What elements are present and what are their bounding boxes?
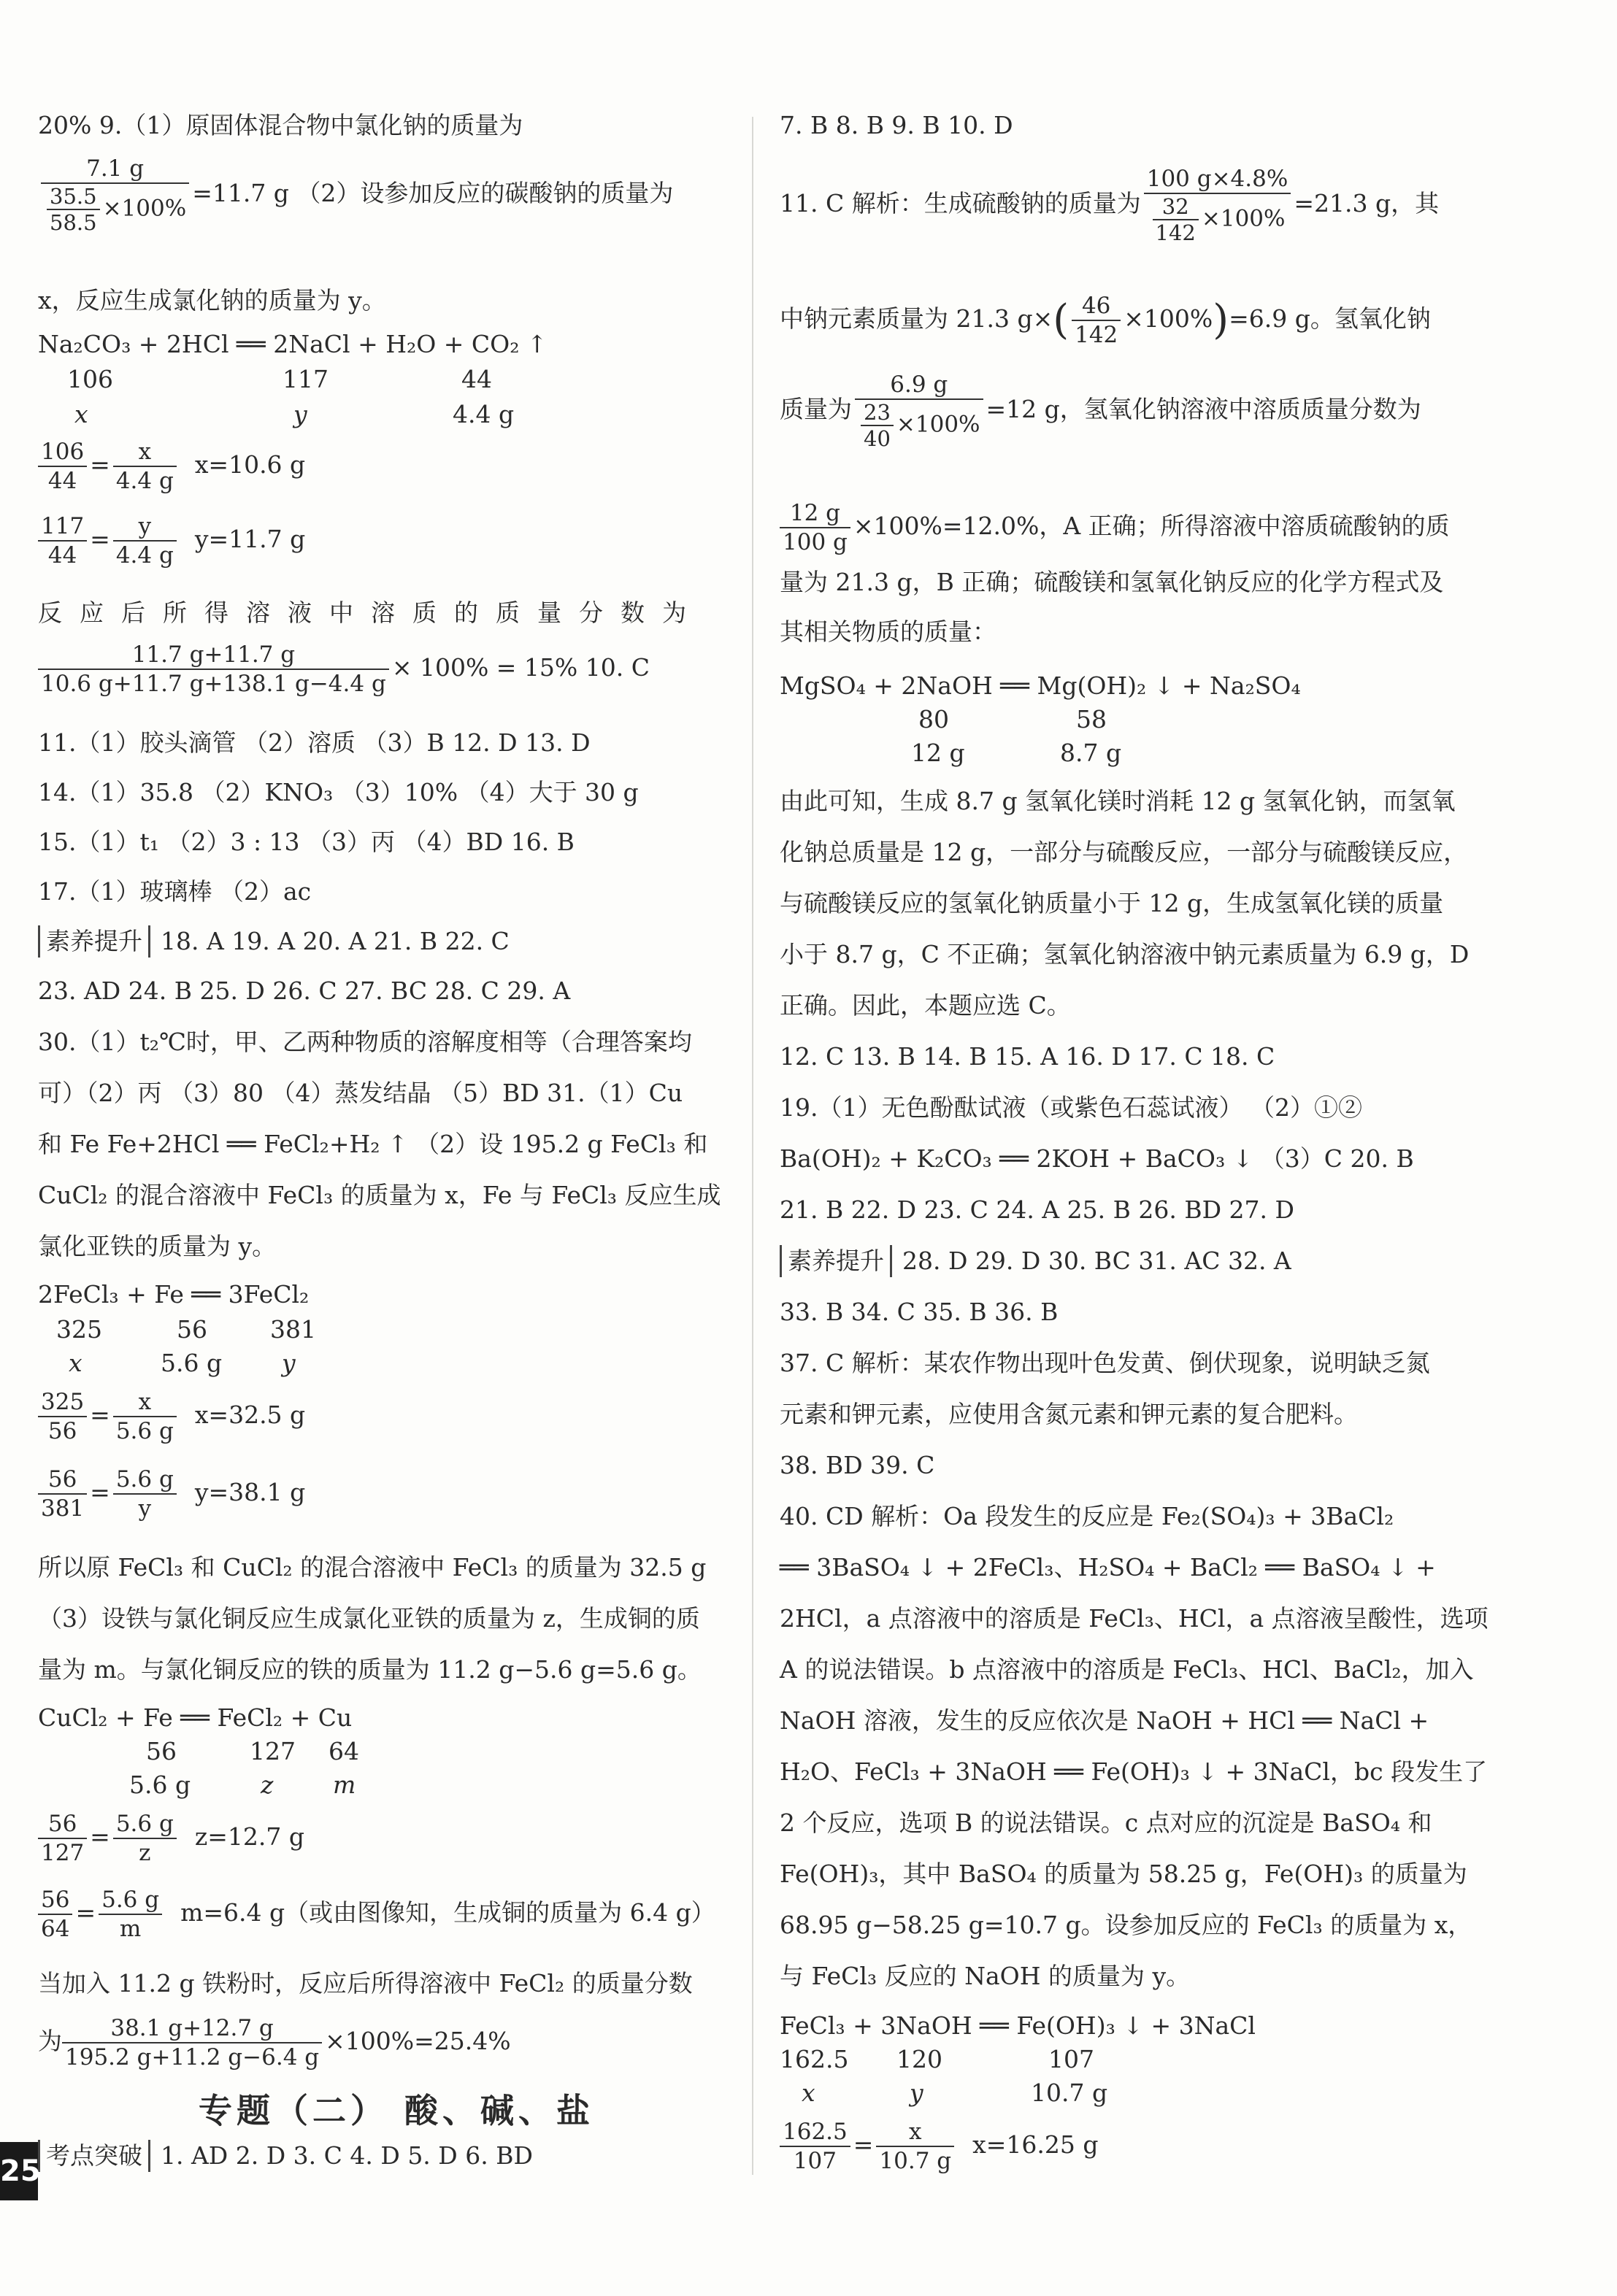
equation-mass-row: 8.7 g — [1060, 739, 1122, 767]
answer-line: 与硫酸镁反应的氢氧化钠质量小于 12 g，生成氢氧化镁的质量 — [780, 889, 1444, 917]
equation-mass-row: 10.7 g — [1031, 2079, 1108, 2107]
equation-mass-row: y — [282, 1349, 296, 1377]
answer-line: 质量为 6.9 g $\frac{23}{40}$ ×100% =12 g，氢氧化钠溶液中溶质质量分数为 — [780, 371, 1421, 451]
answer-line: 中钠元素质量为 21.3 g×( $\frac{46}{142}$ ×100%)=6.9 g。氢氧化钠 — [780, 293, 1431, 348]
column-divider — [752, 117, 753, 2175]
answer-line: 量为 m。与氯化铜反应的铁的质量为 11.2 g−5.6 g=5.6 g。 — [38, 1655, 702, 1684]
answer-line: 19.（1）无色酚酞试液（或紫色石蕊试液） （2）①② — [780, 1093, 1362, 1122]
answer-line: 12. C 13. B 14. B 15. A 16. D 17. C 18. C — [780, 1042, 1275, 1071]
fraction: 7.1 g $\frac{35.5}{58.5}$ ×100% — [41, 155, 189, 235]
answer-line: A 的说法错误。b 点溶液中的溶质是 FeCl₃、HCl、BaCl₂，加入 — [780, 1655, 1474, 1684]
equation-mass-row: 56 — [146, 1737, 177, 1765]
proportion: $\frac{56}{64}$ = $\frac{5.6 g}{m}$ m=6.4 g（或由图像知，生成铜的质量为 6.4 g） — [38, 1886, 715, 1943]
equation-mass-row: 12 g — [911, 739, 965, 767]
answer-line: 33. B 34. C 35. B 36. B — [780, 1298, 1059, 1326]
answer-line: H₂O、FeCl₃ + 3NaOH ══ Fe(OH)₃ ↓ + 3NaCl，bc 段发生了 — [780, 1757, 1488, 1786]
answer-line: Fe(OH)₃，其中 BaSO₄ 的质量为 58.25 g，Fe(OH)₃ 的质量为 — [780, 1860, 1467, 1888]
answer-line: 正确。因此，本题应选 C。 — [780, 991, 1071, 1020]
equation-mass-row: 162.5 — [780, 2045, 849, 2073]
answer-line: 反应后所得溶液中溶质的质量分数为 — [38, 598, 704, 627]
answer-line: 考点突破 1. AD 2. D 3. C 4. D 5. D 6. BD — [38, 2140, 533, 2172]
proportion: $\frac{56}{381}$ = $\frac{5.6 g}{y}$ y=38.1 g — [38, 1465, 305, 1522]
equation-mass-row: 4.4 g — [453, 400, 515, 428]
answer-line: 其相关物质的质量： — [780, 617, 996, 646]
equation-mass-row: 381 — [270, 1315, 316, 1344]
answer-line: 2 个反应，选项 B 的说法错误。c 点对应的沉淀是 BaSO₄ 和 — [780, 1808, 1432, 1837]
answer-line: CuCl₂ 的混合溶液中 FeCl₃ 的质量为 x，Fe 与 FeCl₃ 反应生成 — [38, 1181, 721, 1209]
chemical-equation: CuCl₂ + Fe ══ FeCl₂ + Cu — [38, 1703, 353, 1732]
answer-line: 化钠总质量是 12 g，一部分与硫酸反应，一部分与硫酸镁反应， — [780, 838, 1468, 866]
equation-mass-row: 44 — [461, 365, 492, 393]
section-tag: 素养提升 — [780, 1245, 892, 1277]
chemical-equation: MgSO₄ + 2NaOH ══ Mg(OH)₂ ↓ + Na₂SO₄ — [780, 671, 1301, 700]
equation-mass-row: 106 — [67, 365, 113, 393]
answer-line: $\frac{11.7 g+11.7 g}{10.6 g+11.7 g+138.1 g-4.4 g}$ × 100% = 15% 10. C — [38, 641, 650, 698]
proportion: $\frac{325}{56}$ = $\frac{x}{5.6 g}$ x=32.5 g — [38, 1388, 305, 1445]
equation-mass-row: 5.6 g — [161, 1349, 223, 1377]
answer-line: （3）设铁与氯化铜反应生成氯化亚铁的质量为 z，生成铜的质 — [38, 1604, 700, 1633]
answer-line: Ba(OH)₂ + K₂CO₃ ══ 2KOH + BaCO₃ ↓ （3）C 20. B — [780, 1144, 1414, 1173]
equation-mass-row: 80 — [918, 705, 949, 733]
section-tag: 素养提升 — [38, 925, 150, 958]
equation-mass-row: 325 — [56, 1315, 102, 1344]
equation-mass-row: x — [802, 2079, 815, 2107]
answer-line: 37. C 解析：某农作物出现叶色发黄、倒伏现象，说明缺乏氮 — [780, 1349, 1430, 1377]
answer-line: 为 $\frac{38.1 g+12.7 g}{195.2 g+11.2 g-6.4 g}$ ×100%=25.4% — [38, 2015, 511, 2070]
answer-line: 40. CD 解析：Oa 段发生的反应是 Fe₂(SO₄)₃ + 3BaCl₂ — [780, 1502, 1394, 1530]
chemical-equation: Na₂CO₃ + 2HCl ══ 2NaCl + H₂O + CO₂ ↑ — [38, 330, 548, 358]
answer-line: 68.95 g−58.25 g=10.7 g。设参加反应的 FeCl₃ 的质量为 x， — [780, 1911, 1472, 1939]
answer-line: NaOH 溶液，发生的反应依次是 NaOH + HCl ══ NaCl + — [780, 1706, 1429, 1735]
equation-mass-row: 64 — [329, 1737, 359, 1765]
answer-line: 可）（2）丙 （3）80 （4）蒸发结晶 （5）BD 31.（1）Cu — [38, 1079, 683, 1107]
proportion: $\frac{106}{44}$ = $\frac{x}{4.4 g}$ x=10.6 g — [38, 438, 305, 495]
answer-line: 7. B 8. B 9. B 10. D — [780, 111, 1013, 139]
section-tag: 考点突破 — [38, 2140, 150, 2172]
answer-line: x，反应生成氯化钠的质量为 y。 — [38, 286, 386, 315]
equation-mass-row: y — [293, 400, 307, 428]
proportion: $\frac{117}{44}$ = $\frac{y}{4.4 g}$ y=11.7 g — [38, 512, 305, 569]
answer-line: 由此可知，生成 8.7 g 氢氧化镁时消耗 12 g 氢氧化钠，而氢氧 — [780, 787, 1456, 815]
chemical-equation: FeCl₃ + 3NaOH ══ Fe(OH)₃ ↓ + 3NaCl — [780, 2011, 1256, 2040]
proportion: $\frac{56}{127}$ = $\frac{5.6 g}{z}$ z=12.7 g — [38, 1810, 304, 1867]
chemical-equation: 2FeCl₃ + Fe ══ 3FeCl₂ — [38, 1280, 310, 1309]
answer-line: 元素和钾元素，应使用含氮元素和钾元素的复合肥料。 — [780, 1400, 1358, 1428]
answer-line: 2HCl，a 点溶液中的溶质是 FeCl₃、HCl，a 点溶液呈酸性，选项 — [780, 1604, 1489, 1633]
answer-line: 20% 9.（1）原固体混合物中氯化钠的质量为 — [38, 111, 523, 139]
answer-line: 7.1 g $\frac{35.5}{58.5}$ ×100% =11.7 g （2）设参加反应的碳酸钠的质量为 — [38, 155, 673, 235]
answer-line: 30.（1）t₂℃时，甲、乙两种物质的溶解度相等（合理答案均 — [38, 1028, 692, 1056]
answer-line: 23. AD 24. B 25. D 26. C 27. BC 28. C 29. A — [38, 976, 571, 1005]
equation-mass-row: 120 — [896, 2045, 942, 2073]
answer-line: 量为 21.3 g，B 正确；硫酸镁和氢氧化钠反应的化学方程式及 — [780, 568, 1444, 596]
answer-line: 21. B 22. D 23. C 24. A 25. B 26. BD 27. D — [780, 1195, 1294, 1224]
equation-mass-row: m — [333, 1771, 356, 1799]
answer-line: 当加入 11.2 g 铁粉时，反应后所得溶液中 FeCl₂ 的质量分数 — [38, 1969, 693, 1998]
answer-line: 15.（1）t₁ （2）3 : 13 （3）丙 （4）BD 16. B — [38, 828, 575, 856]
equation-mass-row: x — [69, 1349, 82, 1377]
equation-mass-row: z — [261, 1771, 274, 1799]
answer-line: 17.（1）玻璃棒 （2）ac — [38, 877, 312, 906]
equation-mass-row: x — [74, 400, 88, 428]
equation-mass-row: y — [910, 2079, 923, 2107]
answer-line: 11. C 解析：生成硫酸钠的质量为 100 g×4.8% $\frac{32}{142}$ ×100% =21.3 g，其 — [780, 166, 1440, 245]
equation-mass-row: 58 — [1076, 705, 1107, 733]
section-title: 专题（二） 酸、碱、盐 — [199, 2091, 595, 2130]
page-number: 25 — [0, 2142, 38, 2200]
answer-line: $\frac{12 g}{100 g}$ ×100%=12.0%，A 正确；所得溶液中溶质硫酸钠的质 — [780, 499, 1450, 556]
answer-line: 38. BD 39. C — [780, 1451, 935, 1479]
answer-line: 11.（1）胶头滴管 （2）溶质 （3）B 12. D 13. D — [38, 728, 591, 757]
equation-mass-row: 5.6 g — [129, 1771, 191, 1799]
answer-line: 和 Fe Fe+2HCl ══ FeCl₂+H₂ ↑ （2）设 195.2 g FeCl₃ 和 — [38, 1130, 708, 1158]
answer-line: 素养提升 18. A 19. A 20. A 21. B 22. C — [38, 925, 510, 958]
answer-line: 素养提升 28. D 29. D 30. BC 31. AC 32. A — [780, 1245, 1291, 1277]
equation-mass-row: 127 — [250, 1737, 296, 1765]
proportion: $\frac{162.5}{107}$ = $\frac{x}{10.7 g}$ x=16.25 g — [780, 2118, 1098, 2175]
answer-line: ══ 3BaSO₄ ↓ + 2FeCl₃、H₂SO₄ + BaCl₂ ══ BaSO₄ ↓ + — [780, 1553, 1436, 1582]
answer-line: 与 FeCl₃ 反应的 NaOH 的质量为 y。 — [780, 1962, 1191, 1990]
answer-line: 小于 8.7 g，C 不正确；氢氧化钠溶液中钠元素质量为 6.9 g，D — [780, 940, 1470, 968]
answer-line: 所以原 FeCl₃ 和 CuCl₂ 的混合溶液中 FeCl₃ 的质量为 32.5 g — [38, 1553, 707, 1582]
answer-line: 14.（1）35.8 （2）KNO₃ （3）10% （4）大于 30 g — [38, 778, 639, 806]
equation-mass-row: 117 — [283, 365, 329, 393]
answer-line: 氯化亚铁的质量为 y。 — [38, 1232, 277, 1260]
equation-mass-row: 107 — [1048, 2045, 1094, 2073]
equation-mass-row: 56 — [177, 1315, 207, 1344]
